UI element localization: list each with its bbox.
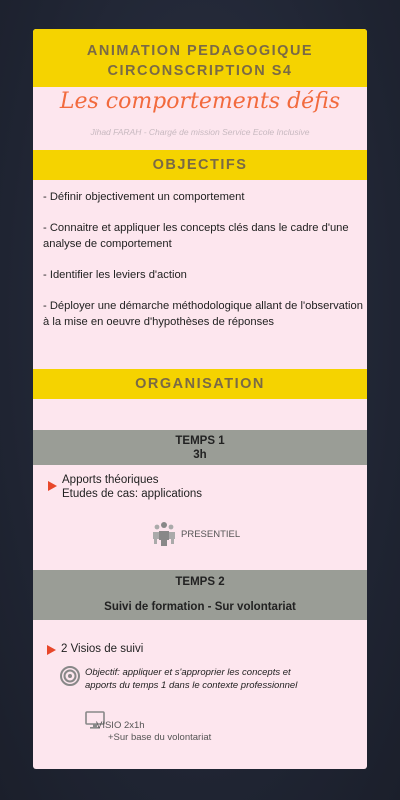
subtitle: Les comportements défis [59,89,341,114]
organisation-heading: ORGANISATION [33,369,367,399]
list-item: - Déployer une démarche méthodologique allant de l'observation à la mise en oeuvre d'hypothèses de réponses [43,300,363,328]
temps2-visio-line1: VISIO 2x1h [96,720,145,731]
temps2-band [33,570,367,620]
people-icon [152,521,176,547]
temps1-title: TEMPS 1 [175,435,225,447]
temps2-visios: 2 Visios de suivi [61,643,144,655]
temps2-objective-line1: Objectif: appliquer et s'approprier les concepts et [85,667,291,678]
list-item: - Identifier les leviers d'action [43,269,187,281]
list-item: - Connaitre et appliquer les concepts clés dans le cadre d'une analyse de comportement [43,222,349,250]
arrow-right-icon [48,481,57,491]
arrow-right-icon [47,645,56,655]
temps2-objective-line2: apports du temps 1 dans le contexte professionnel [85,680,298,691]
list-item: - Définir objectivement un comportement [43,191,245,203]
header-title-line1: ANIMATION PEDAGOGIQUE [86,43,314,59]
temps1-band [33,430,367,465]
temps1-line1: Apports théoriques [62,474,159,486]
temps2-subtitle: Suivi de formation - Sur volontariat [104,601,296,613]
temps1-mode: PRESENTIEL [181,529,241,540]
poster-card [33,29,367,769]
header-title-line2: CIRCONSCRIPTION S4 [107,63,293,79]
author-credit: Jihad FARAH - Chargé de mission Service Ecole Inclusive [90,127,310,137]
target-icon [60,666,80,686]
temps1-duration: 3h [193,449,207,461]
objectifs-heading: OBJECTIFS [33,150,367,180]
objectifs-list [43,189,365,345]
header-band [33,29,367,87]
temps1-line2: Etudes de cas: applications [62,488,203,500]
temps2-visio-line2: +Sur base du volontariat [108,732,212,743]
temps2-title: TEMPS 2 [175,576,225,588]
